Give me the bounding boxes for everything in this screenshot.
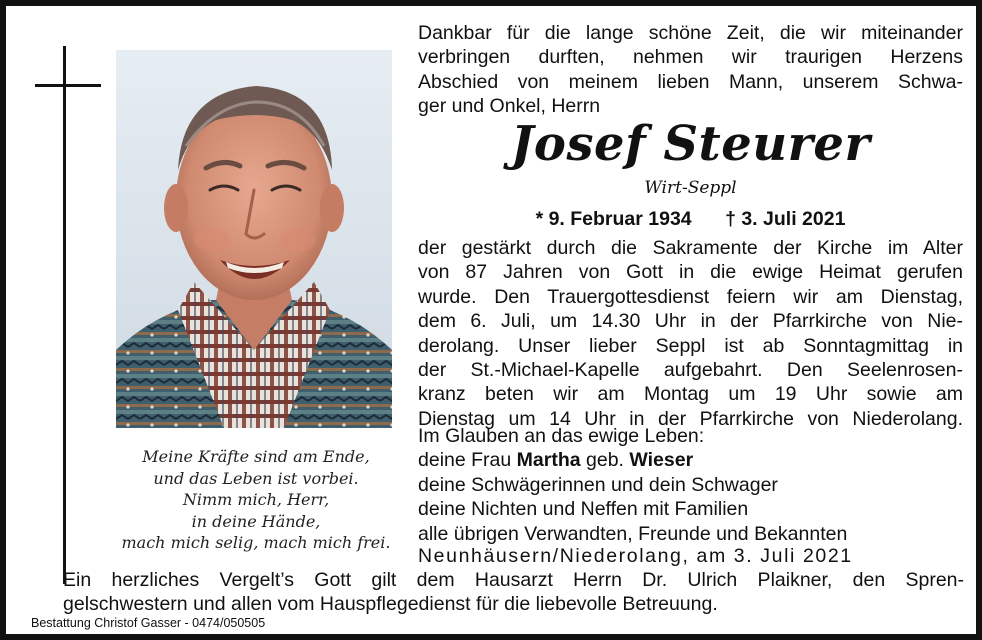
cross-icon	[63, 46, 66, 584]
quote-line: mach mich selig, mach mich frei.	[121, 533, 391, 552]
funeral-details	[418, 236, 963, 431]
details-line: kranz beten wir am Montag um 19 Uhr sowie am	[418, 383, 963, 406]
quote-line: in deine Hände,	[191, 511, 321, 531]
details-line: Dienstag um 14 Uhr in der Pfarrkirche von Niederolang.	[418, 407, 963, 430]
deceased-name: Josef Steurer	[510, 116, 871, 172]
place-and-date: Neunhäusern/Niederolang, am 3. Juli 2021	[418, 545, 853, 567]
deceased-nickname: Wirt-Seppl	[644, 178, 737, 198]
wife-prefix: deine Frau	[418, 449, 517, 472]
mourners-list	[418, 424, 963, 546]
details-line: der St.-Michael-Kapelle aufgebahrt. Den Seelenrosen-	[418, 359, 963, 382]
life-dates	[418, 206, 963, 232]
details-line: wurde. Den Trauergottesdienst feiern wir am Dienstag,	[418, 285, 963, 308]
intro-line: ger und Onkel, Herrn	[418, 95, 601, 118]
intro-line: verbringen durften, nehmen wir traurigen Herzens	[418, 46, 963, 69]
wife-first-name: Martha	[516, 449, 581, 472]
details-line: derolang. Unser lieber Seppl ist ab Sonntagmittag in	[418, 334, 963, 357]
quote-line: und das Leben ist vorbei.	[153, 468, 359, 488]
wife-middle: geb.	[580, 449, 630, 472]
quote-line: Meine Kräfte sind am Ende,	[142, 447, 370, 466]
mourner-wife	[418, 448, 963, 472]
thanks-line: Ein herzliches Vergelt’s Gott gilt dem Hausarzt Herrn Dr. Ulrich Plaikner, den Spren-	[63, 569, 964, 591]
wife-maiden-name: Wieser	[629, 449, 694, 472]
thanks-line: gelschwestern und allen vom Hauspflegedienst für die liebevolle Betreuung.	[63, 593, 718, 616]
intro-text	[418, 21, 963, 119]
intro-line: Abschied von meinem lieben Mann, unserem Schwa-	[418, 70, 963, 93]
portrait-photo	[116, 50, 392, 428]
poem-quote	[106, 446, 406, 554]
thanks-note	[63, 568, 964, 617]
cross-icon-bar	[35, 84, 101, 87]
mourner-line: alle übrigen Verwandten, Freunde und Bekannten	[418, 522, 848, 545]
undertaker-credit: Bestattung Christof Gasser - 0474/050505	[31, 616, 266, 630]
quote-line: Nimm mich, Herr,	[182, 490, 330, 509]
mourners-heading: Im Glauben an das ewige Leben:	[418, 425, 705, 447]
death-date: † 3. Juli 2021	[725, 208, 846, 230]
details-line: dem 6. Juli, um 14.30 Uhr in der Pfarrkirche von Nie-	[418, 310, 963, 333]
mourner-line: deine Nichten und Neffen mit Familien	[418, 498, 749, 521]
details-line: der gestärkt durch die Sakramente der Kirche im Alter	[418, 237, 963, 259]
details-line: von 87 Jahren von Gott in die ewige Heimat gerufen	[418, 261, 963, 284]
birth-date: * 9. Februar 1934	[535, 208, 692, 230]
mourner-line: deine Schwägerinnen und dein Schwager	[418, 473, 778, 496]
intro-line: Dankbar für die lange schöne Zeit, die wir miteinander	[418, 22, 963, 44]
